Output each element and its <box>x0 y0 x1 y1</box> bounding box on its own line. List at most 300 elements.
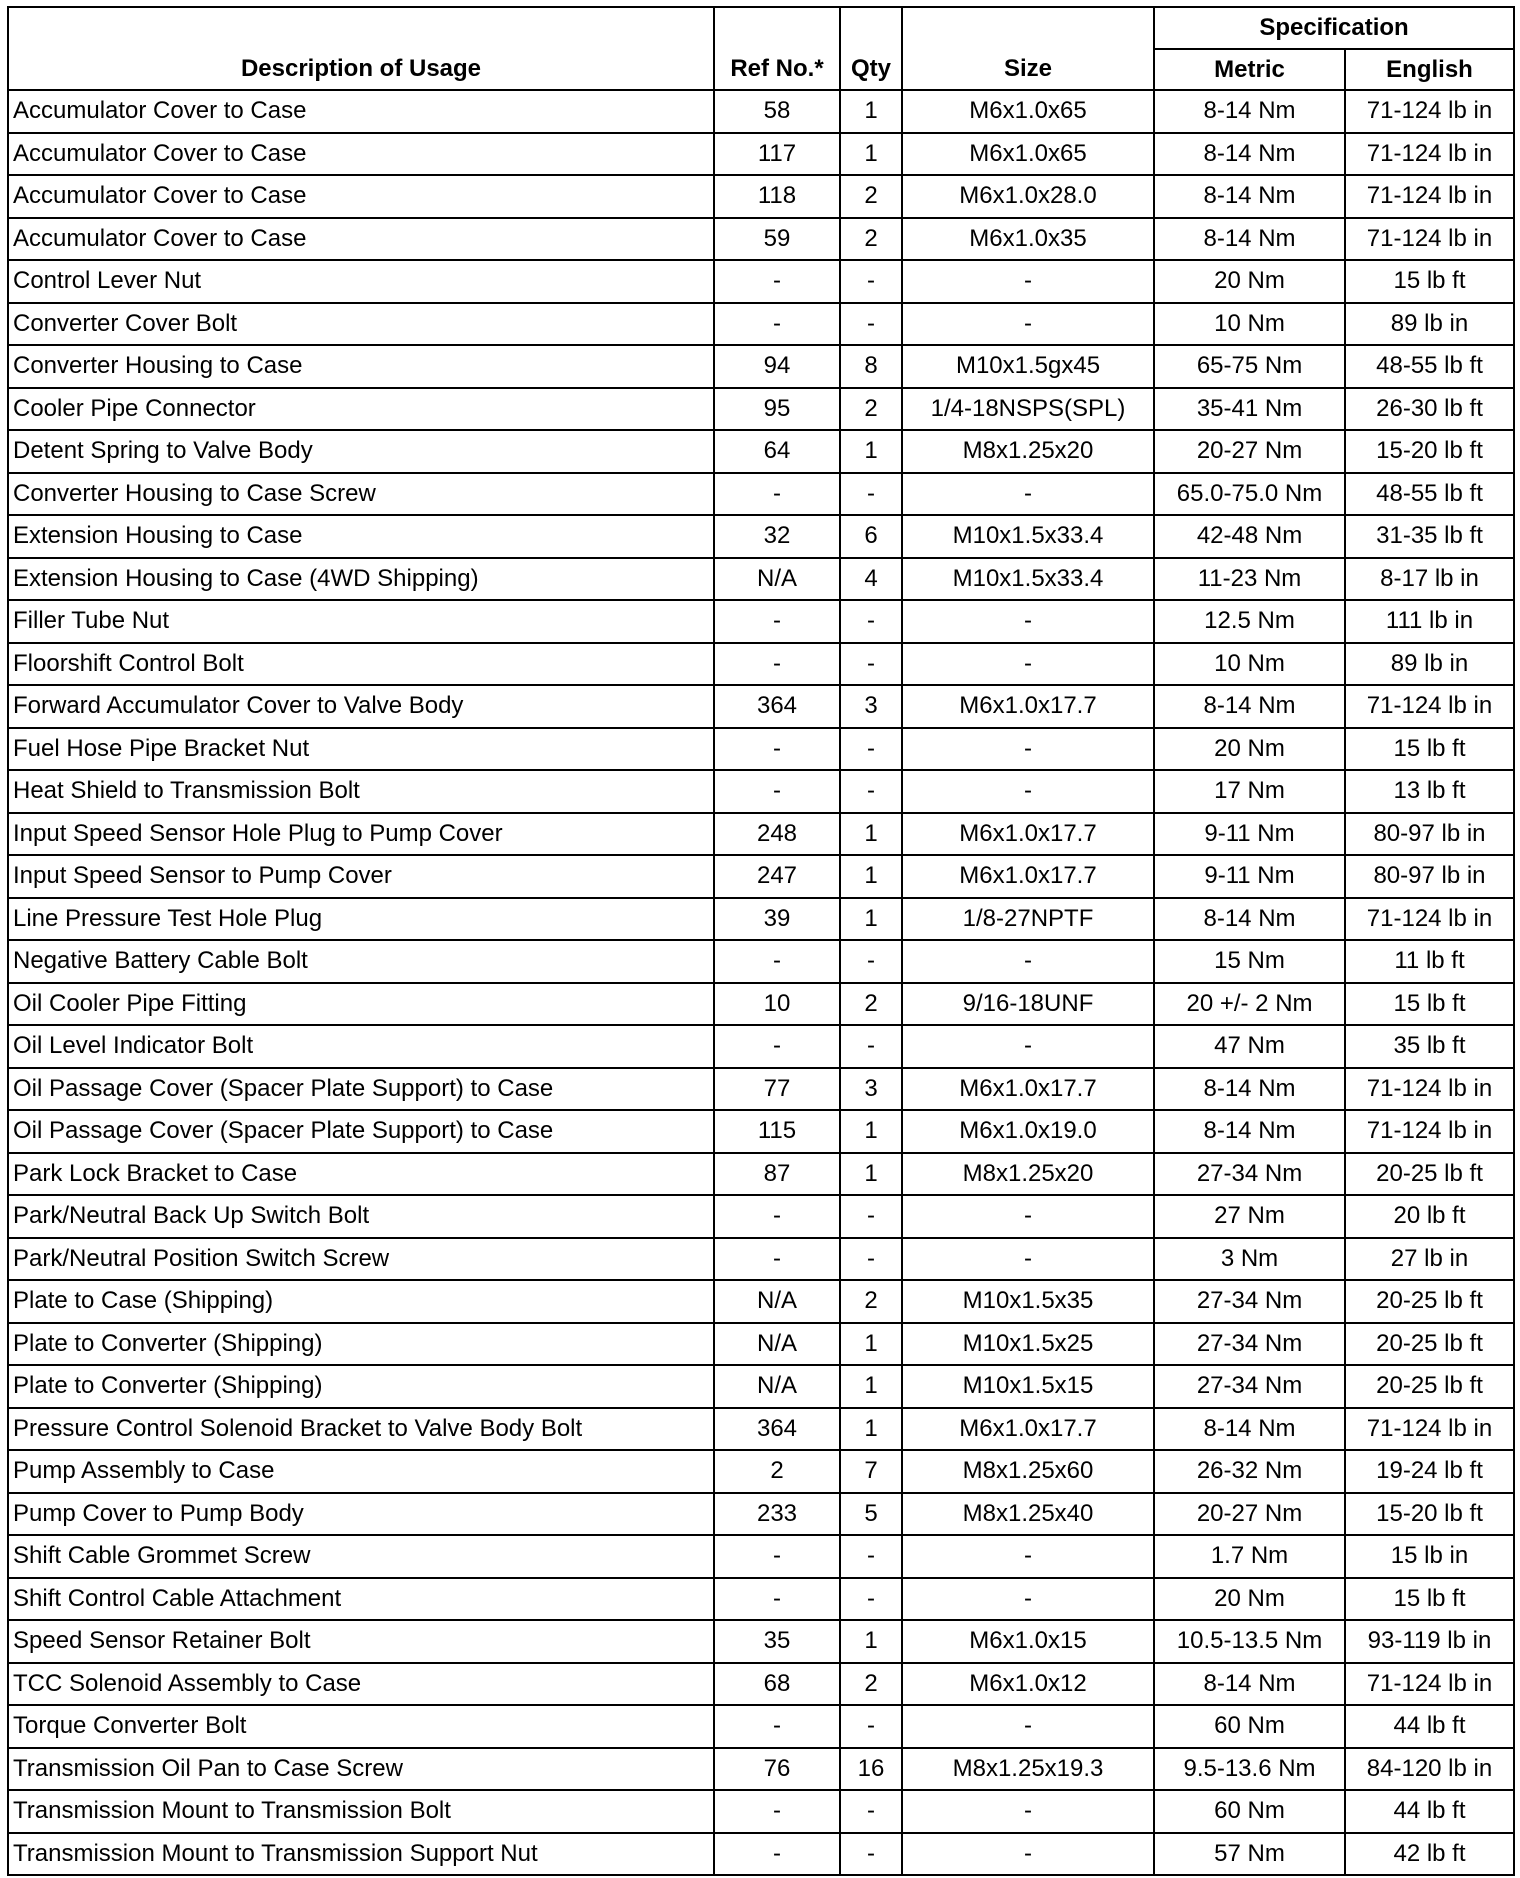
cell-qty: - <box>840 1578 902 1621</box>
cell-size: - <box>902 1790 1154 1833</box>
cell-size: - <box>902 303 1154 346</box>
cell-size: M6x1.0x17.7 <box>902 855 1154 898</box>
cell-description: Shift Control Cable Attachment <box>8 1578 714 1621</box>
cell-english: 42 lb ft <box>1345 1833 1514 1876</box>
cell-english: 71-124 lb in <box>1345 218 1514 261</box>
cell-ref-no: - <box>714 600 840 643</box>
cell-size: - <box>902 600 1154 643</box>
cell-description: Accumulator Cover to Case <box>8 175 714 218</box>
cell-qty: 1 <box>840 813 902 856</box>
cell-description: Transmission Mount to Transmission Bolt <box>8 1790 714 1833</box>
cell-metric: 3 Nm <box>1154 1238 1345 1281</box>
table-row <box>8 430 1514 473</box>
table-row <box>8 1238 1514 1281</box>
cell-english: 71-124 lb in <box>1345 1408 1514 1451</box>
cell-qty: 2 <box>840 175 902 218</box>
cell-metric: 20 Nm <box>1154 1578 1345 1621</box>
cell-qty: 1 <box>840 430 902 473</box>
cell-size: - <box>902 260 1154 303</box>
cell-ref-no: 248 <box>714 813 840 856</box>
cell-ref-no: 58 <box>714 90 840 133</box>
table-row <box>8 90 1514 133</box>
cell-english: 93-119 lb in <box>1345 1620 1514 1663</box>
table-row <box>8 260 1514 303</box>
cell-description: Pump Assembly to Case <box>8 1450 714 1493</box>
cell-description: Fuel Hose Pipe Bracket Nut <box>8 728 714 771</box>
cell-metric: 20-27 Nm <box>1154 1493 1345 1536</box>
cell-english: 71-124 lb in <box>1345 133 1514 176</box>
cell-english: 71-124 lb in <box>1345 175 1514 218</box>
cell-english: 19-24 lb ft <box>1345 1450 1514 1493</box>
cell-qty: 1 <box>840 133 902 176</box>
cell-size: M6x1.0x65 <box>902 133 1154 176</box>
header-description: Description of Usage <box>8 7 714 90</box>
cell-ref-no: 118 <box>714 175 840 218</box>
cell-metric: 57 Nm <box>1154 1833 1345 1876</box>
cell-metric: 20 Nm <box>1154 260 1345 303</box>
cell-description: Pump Cover to Pump Body <box>8 1493 714 1536</box>
cell-metric: 15 Nm <box>1154 940 1345 983</box>
cell-english: 15-20 lb ft <box>1345 1493 1514 1536</box>
table-row <box>8 1025 1514 1068</box>
table-row <box>8 813 1514 856</box>
cell-description: Park/Neutral Position Switch Screw <box>8 1238 714 1281</box>
cell-metric: 8-14 Nm <box>1154 1110 1345 1153</box>
table-row <box>8 1280 1514 1323</box>
table-row <box>8 1365 1514 1408</box>
cell-qty: - <box>840 600 902 643</box>
cell-metric: 9-11 Nm <box>1154 813 1345 856</box>
cell-ref-no: 87 <box>714 1153 840 1196</box>
cell-english: 20-25 lb ft <box>1345 1323 1514 1366</box>
cell-english: 35 lb ft <box>1345 1025 1514 1068</box>
cell-description: Filler Tube Nut <box>8 600 714 643</box>
cell-metric: 8-14 Nm <box>1154 898 1345 941</box>
cell-description: Control Lever Nut <box>8 260 714 303</box>
cell-qty: 1 <box>840 90 902 133</box>
cell-english: 71-124 lb in <box>1345 90 1514 133</box>
cell-english: 11 lb ft <box>1345 940 1514 983</box>
cell-metric: 10 Nm <box>1154 303 1345 346</box>
header-ref-no: Ref No.* <box>714 7 840 90</box>
cell-ref-no: - <box>714 770 840 813</box>
cell-metric: 10 Nm <box>1154 643 1345 686</box>
cell-description: Oil Passage Cover (Spacer Plate Support) to Case <box>8 1068 714 1111</box>
cell-size: M10x1.5x33.4 <box>902 558 1154 601</box>
cell-english: 20 lb ft <box>1345 1195 1514 1238</box>
table-row <box>8 1450 1514 1493</box>
table-row <box>8 898 1514 941</box>
cell-qty: 2 <box>840 388 902 431</box>
cell-description: Oil Passage Cover (Spacer Plate Support) to Case <box>8 1110 714 1153</box>
cell-english: 20-25 lb ft <box>1345 1365 1514 1408</box>
cell-metric: 8-14 Nm <box>1154 218 1345 261</box>
cell-ref-no: 76 <box>714 1748 840 1791</box>
cell-description: Torque Converter Bolt <box>8 1705 714 1748</box>
cell-english: 89 lb in <box>1345 303 1514 346</box>
cell-english: 48-55 lb ft <box>1345 345 1514 388</box>
cell-description: Cooler Pipe Connector <box>8 388 714 431</box>
cell-size: M10x1.5x25 <box>902 1323 1154 1366</box>
cell-metric: 20 Nm <box>1154 728 1345 771</box>
cell-english: 15 lb in <box>1345 1535 1514 1578</box>
cell-size: M6x1.0x65 <box>902 90 1154 133</box>
cell-ref-no: 95 <box>714 388 840 431</box>
cell-description: Shift Cable Grommet Screw <box>8 1535 714 1578</box>
cell-metric: 27-34 Nm <box>1154 1280 1345 1323</box>
cell-description: Accumulator Cover to Case <box>8 90 714 133</box>
cell-qty: 2 <box>840 983 902 1026</box>
cell-english: 20-25 lb ft <box>1345 1280 1514 1323</box>
cell-metric: 9.5-13.6 Nm <box>1154 1748 1345 1791</box>
cell-metric: 8-14 Nm <box>1154 1408 1345 1451</box>
table-row <box>8 218 1514 261</box>
cell-metric: 60 Nm <box>1154 1705 1345 1748</box>
cell-qty: - <box>840 1195 902 1238</box>
cell-qty: 1 <box>840 1620 902 1663</box>
cell-qty: - <box>840 643 902 686</box>
cell-ref-no: 2 <box>714 1450 840 1493</box>
cell-ref-no: 68 <box>714 1663 840 1706</box>
cell-english: 15 lb ft <box>1345 983 1514 1026</box>
cell-ref-no: - <box>714 260 840 303</box>
cell-ref-no: - <box>714 303 840 346</box>
cell-metric: 27-34 Nm <box>1154 1323 1345 1366</box>
cell-metric: 8-14 Nm <box>1154 685 1345 728</box>
cell-english: 44 lb ft <box>1345 1790 1514 1833</box>
table-row <box>8 345 1514 388</box>
table-row <box>8 770 1514 813</box>
cell-ref-no: - <box>714 1535 840 1578</box>
table-row <box>8 1790 1514 1833</box>
cell-size: - <box>902 940 1154 983</box>
cell-size: M6x1.0x17.7 <box>902 685 1154 728</box>
cell-ref-no: 10 <box>714 983 840 1026</box>
table-row <box>8 685 1514 728</box>
cell-qty: - <box>840 770 902 813</box>
cell-english: 80-97 lb in <box>1345 813 1514 856</box>
cell-metric: 17 Nm <box>1154 770 1345 813</box>
table-row <box>8 643 1514 686</box>
cell-english: 20-25 lb ft <box>1345 1153 1514 1196</box>
table-row <box>8 1408 1514 1451</box>
cell-qty: - <box>840 260 902 303</box>
table-row <box>8 558 1514 601</box>
cell-qty: 1 <box>840 1365 902 1408</box>
cell-english: 15 lb ft <box>1345 260 1514 303</box>
cell-qty: - <box>840 1238 902 1281</box>
cell-qty: 1 <box>840 1408 902 1451</box>
cell-description: Negative Battery Cable Bolt <box>8 940 714 983</box>
cell-description: Oil Level Indicator Bolt <box>8 1025 714 1068</box>
cell-qty: 3 <box>840 685 902 728</box>
cell-qty: 6 <box>840 515 902 558</box>
cell-ref-no: 115 <box>714 1110 840 1153</box>
table-row <box>8 1493 1514 1536</box>
cell-size: M8x1.25x20 <box>902 430 1154 473</box>
cell-english: 26-30 lb ft <box>1345 388 1514 431</box>
cell-qty: - <box>840 1535 902 1578</box>
cell-description: Accumulator Cover to Case <box>8 218 714 261</box>
cell-size: M6x1.0x17.7 <box>902 813 1154 856</box>
cell-metric: 47 Nm <box>1154 1025 1345 1068</box>
table-row <box>8 1323 1514 1366</box>
table-row <box>8 600 1514 643</box>
cell-description: Heat Shield to Transmission Bolt <box>8 770 714 813</box>
table-row <box>8 855 1514 898</box>
cell-qty: 1 <box>840 1110 902 1153</box>
cell-ref-no: N/A <box>714 558 840 601</box>
cell-description: Input Speed Sensor Hole Plug to Pump Cover <box>8 813 714 856</box>
cell-metric: 27-34 Nm <box>1154 1153 1345 1196</box>
cell-qty: 3 <box>840 1068 902 1111</box>
cell-ref-no: 247 <box>714 855 840 898</box>
cell-english: 80-97 lb in <box>1345 855 1514 898</box>
cell-size: - <box>902 1238 1154 1281</box>
cell-metric: 1.7 Nm <box>1154 1535 1345 1578</box>
cell-ref-no: - <box>714 1195 840 1238</box>
cell-qty: 1 <box>840 855 902 898</box>
cell-ref-no: N/A <box>714 1365 840 1408</box>
cell-metric: 42-48 Nm <box>1154 515 1345 558</box>
cell-description: Pressure Control Solenoid Bracket to Valve Body Bolt <box>8 1408 714 1451</box>
header-qty: Qty <box>840 7 902 90</box>
table-row <box>8 133 1514 176</box>
cell-description: Plate to Converter (Shipping) <box>8 1323 714 1366</box>
cell-english: 111 lb in <box>1345 600 1514 643</box>
cell-size: M6x1.0x19.0 <box>902 1110 1154 1153</box>
cell-metric: 65.0-75.0 Nm <box>1154 473 1345 516</box>
cell-description: Extension Housing to Case (4WD Shipping) <box>8 558 714 601</box>
cell-english: 13 lb ft <box>1345 770 1514 813</box>
table-row <box>8 1620 1514 1663</box>
cell-english: 71-124 lb in <box>1345 1663 1514 1706</box>
cell-ref-no: - <box>714 473 840 516</box>
cell-description: Converter Housing to Case Screw <box>8 473 714 516</box>
cell-size: - <box>902 1535 1154 1578</box>
cell-ref-no: - <box>714 1705 840 1748</box>
table-row <box>8 1153 1514 1196</box>
cell-metric: 8-14 Nm <box>1154 133 1345 176</box>
cell-english: 71-124 lb in <box>1345 1068 1514 1111</box>
table-row <box>8 388 1514 431</box>
cell-ref-no: 35 <box>714 1620 840 1663</box>
table-row <box>8 940 1514 983</box>
cell-size: M6x1.0x12 <box>902 1663 1154 1706</box>
cell-description: Line Pressure Test Hole Plug <box>8 898 714 941</box>
table-row <box>8 303 1514 346</box>
cell-size: M6x1.0x17.7 <box>902 1068 1154 1111</box>
header-english: English <box>1345 49 1514 90</box>
cell-size: 1/8-27NPTF <box>902 898 1154 941</box>
cell-description: Speed Sensor Retainer Bolt <box>8 1620 714 1663</box>
cell-description: Park/Neutral Back Up Switch Bolt <box>8 1195 714 1238</box>
cell-english: 84-120 lb in <box>1345 1748 1514 1791</box>
cell-size: - <box>902 1578 1154 1621</box>
cell-metric: 11-23 Nm <box>1154 558 1345 601</box>
cell-description: Extension Housing to Case <box>8 515 714 558</box>
cell-ref-no: - <box>714 1238 840 1281</box>
cell-english: 15 lb ft <box>1345 728 1514 771</box>
cell-metric: 8-14 Nm <box>1154 1663 1345 1706</box>
header-size: Size <box>902 7 1154 90</box>
cell-english: 44 lb ft <box>1345 1705 1514 1748</box>
cell-ref-no: - <box>714 728 840 771</box>
table-header <box>8 7 1514 90</box>
cell-ref-no: - <box>714 940 840 983</box>
table-row <box>8 1748 1514 1791</box>
cell-size: M10x1.5x15 <box>902 1365 1154 1408</box>
cell-qty: - <box>840 728 902 771</box>
table-row <box>8 1195 1514 1238</box>
cell-size: - <box>902 728 1154 771</box>
table-row <box>8 1068 1514 1111</box>
cell-english: 71-124 lb in <box>1345 1110 1514 1153</box>
cell-size: M6x1.0x15 <box>902 1620 1154 1663</box>
cell-size: - <box>902 1833 1154 1876</box>
cell-ref-no: 59 <box>714 218 840 261</box>
cell-size: - <box>902 473 1154 516</box>
cell-english: 31-35 lb ft <box>1345 515 1514 558</box>
header-specification: Specification <box>1154 7 1514 49</box>
cell-description: TCC Solenoid Assembly to Case <box>8 1663 714 1706</box>
cell-qty: 1 <box>840 1323 902 1366</box>
cell-ref-no: - <box>714 1025 840 1068</box>
cell-qty: 5 <box>840 1493 902 1536</box>
cell-ref-no: 77 <box>714 1068 840 1111</box>
cell-description: Floorshift Control Bolt <box>8 643 714 686</box>
cell-metric: 60 Nm <box>1154 1790 1345 1833</box>
table-row <box>8 983 1514 1026</box>
cell-size: M8x1.25x20 <box>902 1153 1154 1196</box>
cell-metric: 8-14 Nm <box>1154 90 1345 133</box>
table-row <box>8 1535 1514 1578</box>
cell-qty: - <box>840 1790 902 1833</box>
cell-qty: - <box>840 940 902 983</box>
cell-size: M8x1.25x19.3 <box>902 1748 1154 1791</box>
cell-ref-no: N/A <box>714 1280 840 1323</box>
cell-qty: 1 <box>840 898 902 941</box>
cell-qty: 4 <box>840 558 902 601</box>
cell-qty: 7 <box>840 1450 902 1493</box>
cell-qty: - <box>840 1705 902 1748</box>
cell-qty: 2 <box>840 218 902 261</box>
cell-english: 71-124 lb in <box>1345 685 1514 728</box>
cell-size: - <box>902 643 1154 686</box>
table-row <box>8 1705 1514 1748</box>
cell-description: Plate to Converter (Shipping) <box>8 1365 714 1408</box>
cell-ref-no: 233 <box>714 1493 840 1536</box>
cell-description: Input Speed Sensor to Pump Cover <box>8 855 714 898</box>
cell-english: 8-17 lb in <box>1345 558 1514 601</box>
cell-size: M10x1.5x33.4 <box>902 515 1154 558</box>
cell-ref-no: 94 <box>714 345 840 388</box>
cell-metric: 10.5-13.5 Nm <box>1154 1620 1345 1663</box>
cell-size: M10x1.5x35 <box>902 1280 1154 1323</box>
cell-english: 89 lb in <box>1345 643 1514 686</box>
cell-description: Accumulator Cover to Case <box>8 133 714 176</box>
table-row <box>8 1110 1514 1153</box>
torque-spec-table <box>7 6 1515 1876</box>
cell-metric: 20-27 Nm <box>1154 430 1345 473</box>
cell-size: M10x1.5gx45 <box>902 345 1154 388</box>
cell-description: Transmission Oil Pan to Case Screw <box>8 1748 714 1791</box>
cell-qty: - <box>840 1833 902 1876</box>
cell-metric: 65-75 Nm <box>1154 345 1345 388</box>
cell-metric: 8-14 Nm <box>1154 175 1345 218</box>
cell-qty: - <box>840 303 902 346</box>
cell-metric: 12.5 Nm <box>1154 600 1345 643</box>
table-row <box>8 1578 1514 1621</box>
cell-ref-no: - <box>714 643 840 686</box>
cell-size: - <box>902 1705 1154 1748</box>
table-row <box>8 1833 1514 1876</box>
cell-ref-no: - <box>714 1833 840 1876</box>
cell-description: Detent Spring to Valve Body <box>8 430 714 473</box>
table-body <box>8 90 1514 1875</box>
cell-size: - <box>902 1195 1154 1238</box>
cell-ref-no: 64 <box>714 430 840 473</box>
cell-size: - <box>902 770 1154 813</box>
cell-description: Converter Housing to Case <box>8 345 714 388</box>
cell-ref-no: 32 <box>714 515 840 558</box>
cell-ref-no: - <box>714 1578 840 1621</box>
cell-description: Park Lock Bracket to Case <box>8 1153 714 1196</box>
cell-qty: 1 <box>840 1153 902 1196</box>
cell-size: 9/16-18UNF <box>902 983 1154 1026</box>
cell-english: 15 lb ft <box>1345 1578 1514 1621</box>
cell-metric: 26-32 Nm <box>1154 1450 1345 1493</box>
cell-metric: 35-41 Nm <box>1154 388 1345 431</box>
cell-english: 27 lb in <box>1345 1238 1514 1281</box>
cell-qty: 2 <box>840 1280 902 1323</box>
cell-ref-no: 364 <box>714 685 840 728</box>
table-row <box>8 515 1514 558</box>
cell-ref-no: 364 <box>714 1408 840 1451</box>
table-row <box>8 1663 1514 1706</box>
cell-size: M6x1.0x28.0 <box>902 175 1154 218</box>
header-metric: Metric <box>1154 49 1345 90</box>
cell-size: - <box>902 1025 1154 1068</box>
cell-description: Oil Cooler Pipe Fitting <box>8 983 714 1026</box>
cell-qty: 8 <box>840 345 902 388</box>
cell-metric: 8-14 Nm <box>1154 1068 1345 1111</box>
cell-description: Forward Accumulator Cover to Valve Body <box>8 685 714 728</box>
cell-metric: 9-11 Nm <box>1154 855 1345 898</box>
cell-size: M6x1.0x35 <box>902 218 1154 261</box>
table-row <box>8 728 1514 771</box>
cell-description: Converter Cover Bolt <box>8 303 714 346</box>
cell-qty: - <box>840 1025 902 1068</box>
cell-english: 48-55 lb ft <box>1345 473 1514 516</box>
cell-size: M8x1.25x60 <box>902 1450 1154 1493</box>
table-row <box>8 473 1514 516</box>
cell-ref-no: - <box>714 1790 840 1833</box>
cell-size: M8x1.25x40 <box>902 1493 1154 1536</box>
cell-english: 15-20 lb ft <box>1345 430 1514 473</box>
cell-metric: 27 Nm <box>1154 1195 1345 1238</box>
cell-description: Transmission Mount to Transmission Support Nut <box>8 1833 714 1876</box>
cell-ref-no: N/A <box>714 1323 840 1366</box>
table-row <box>8 175 1514 218</box>
cell-metric: 20 +/- 2 Nm <box>1154 983 1345 1026</box>
cell-size: M6x1.0x17.7 <box>902 1408 1154 1451</box>
cell-ref-no: 117 <box>714 133 840 176</box>
cell-description: Plate to Case (Shipping) <box>8 1280 714 1323</box>
cell-size: 1/4-18NSPS(SPL) <box>902 388 1154 431</box>
cell-qty: 16 <box>840 1748 902 1791</box>
cell-english: 71-124 lb in <box>1345 898 1514 941</box>
